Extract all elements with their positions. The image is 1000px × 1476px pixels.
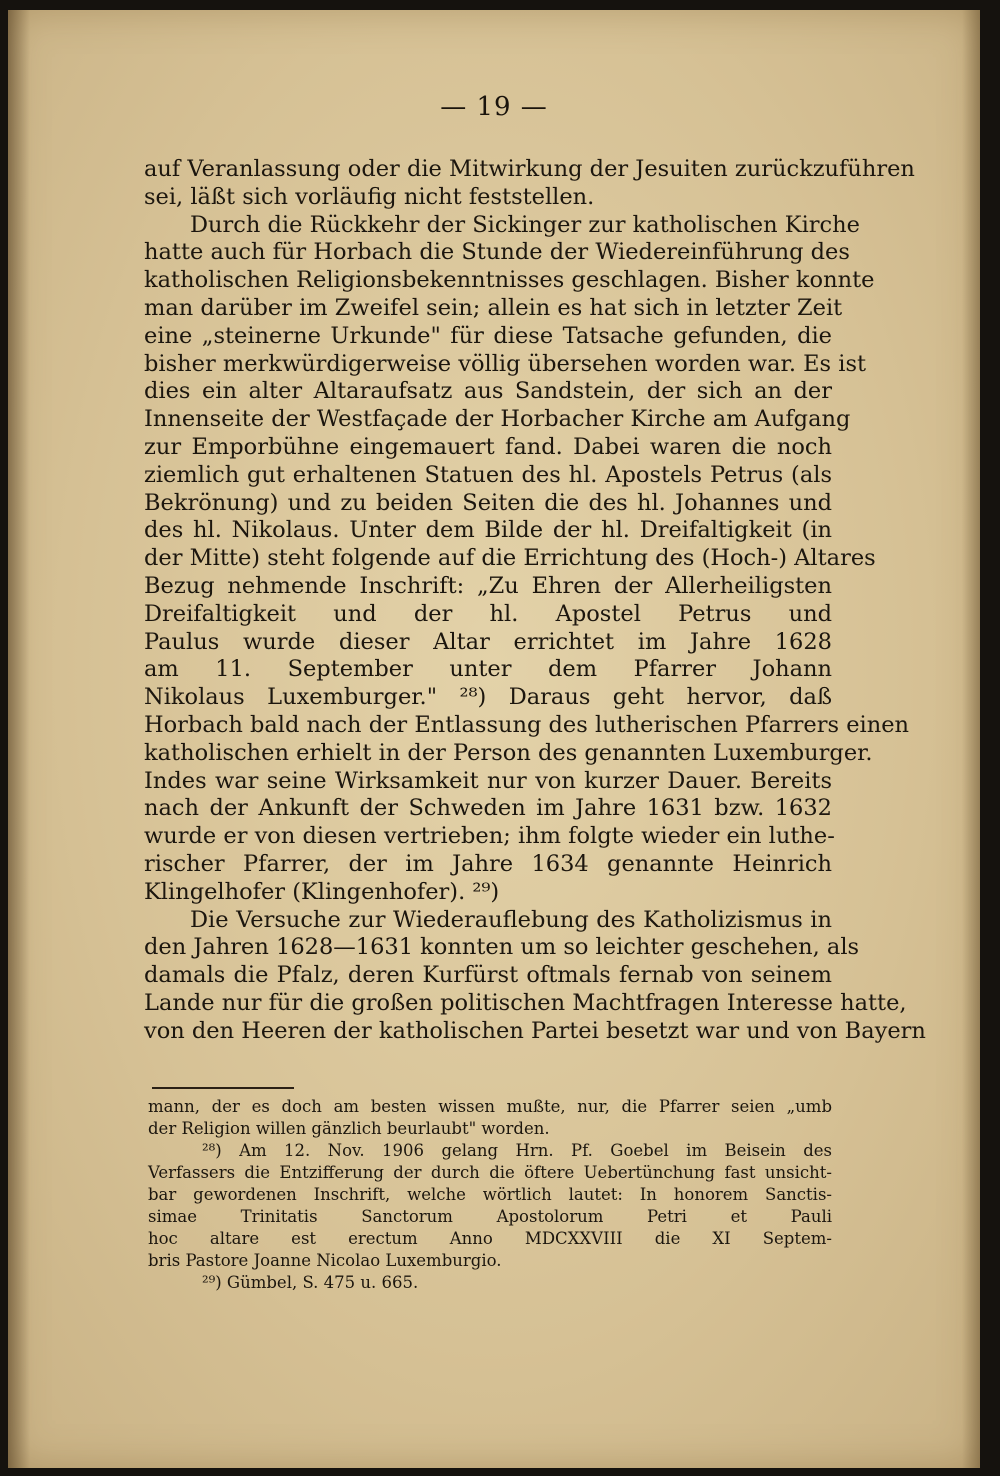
footnote-line: bar gewordenen Inschrift, welche wörtlich lautet: In honorem Sanctis- xyxy=(148,1185,832,1204)
body-line: hatte auch für Horbach die Stunde der Wiedereinführung des xyxy=(144,239,850,266)
body-line: bisher merkwürdigerweise völlig übersehen worden war. Es ist xyxy=(144,350,867,377)
footnote-line: hoc altare est erectum Anno MDCXXVIII die XI Septem- xyxy=(148,1229,832,1248)
body-line: sei, läßt sich vorläufig nicht feststellen. xyxy=(144,183,595,210)
body-line: Bezug nehmende Inschrift: „Zu Ehren der Allerheiligsten xyxy=(144,572,832,599)
body-line: eine „steinerne Urkunde" für diese Tatsache gefunden, die xyxy=(144,322,832,349)
footnote-line: ²⁹) Gümbel, S. 475 u. 665. xyxy=(202,1273,419,1292)
body-line: des hl. Nikolaus. Unter dem Bilde der hl. Dreifaltigkeit (in xyxy=(144,517,832,544)
body-line: auf Veranlassung oder die Mitwirkung der Jesuiten zurückzuführen xyxy=(144,156,915,182)
body-line: damals die Pfalz, deren Kurfürst oftmals fernab von seinem xyxy=(144,962,832,989)
body-text xyxy=(144,156,926,1046)
page-number: — 19 — xyxy=(440,92,548,122)
footnote-line: simae Trinitatis Sanctorum Apostolorum Petri et Pauli xyxy=(148,1207,832,1226)
footnote-line: bris Pastore Joanne Nicolao Luxemburgio. xyxy=(148,1251,502,1270)
footnote-line: der Religion willen gänzlich beurlaubt" worden. xyxy=(148,1119,550,1138)
book-page xyxy=(8,10,980,1468)
page-edge xyxy=(962,10,980,1468)
body-line: Die Versuche zur Wiederauflebung des Katholizismus in xyxy=(190,906,832,933)
body-line: Durch die Rückkehr der Sickinger zur katholischen Kirche xyxy=(190,211,860,238)
body-line: katholischen erhielt in der Person des genannten Luxemburger. xyxy=(144,739,873,766)
body-line: ziemlich gut erhaltenen Statuen des hl. Apostels Petrus (als xyxy=(144,461,832,488)
body-line: man darüber im Zweifel sein; allein es hat sich in letzter Zeit xyxy=(144,294,843,321)
body-line: von den Heeren der katholischen Partei besetzt war und von Bayern xyxy=(144,1017,926,1044)
body-line: Lande nur für die großen politischen Machtfragen Interesse hatte, xyxy=(144,989,907,1016)
body-line: wurde er von diesen vertrieben; ihm folgte wieder ein luthe- xyxy=(144,823,835,850)
body-line: Klingelhofer (Klingenhofer). ²⁹) xyxy=(144,878,500,905)
body-line: zur Emporbühne eingemauert fand. Dabei waren die noch xyxy=(144,433,832,460)
footnote-line: Verfassers die Entzifferung der durch die öftere Uebertünchung fast unsicht- xyxy=(148,1163,832,1182)
body-line: Horbach bald nach der Entlassung des lutherischen Pfarrers einen xyxy=(144,711,909,738)
body-line: Nikolaus Luxemburger." ²⁸) Daraus geht hervor, daß xyxy=(144,684,832,711)
body-line: am 11. September unter dem Pfarrer Johann xyxy=(144,656,832,683)
body-line: den Jahren 1628—1631 konnten um so leichter geschehen, als xyxy=(144,934,860,961)
body-line: Indes war seine Wirksamkeit nur von kurzer Dauer. Bereits xyxy=(144,767,832,794)
footnote-line: ²⁸) Am 12. Nov. 1906 gelang Hrn. Pf. Goebel im Beisein des xyxy=(202,1141,832,1160)
spine-shadow xyxy=(8,10,30,1468)
body-line: der Mitte) steht folgende auf die Errichtung des (Hoch-) Altares xyxy=(144,545,876,572)
body-line: nach der Ankunft der Schweden im Jahre 1631 bzw. 1632 xyxy=(144,795,832,822)
body-line: katholischen Religionsbekenntnisses geschlagen. Bisher konnte xyxy=(144,267,875,294)
body-line: dies ein alter Altaraufsatz aus Sandstein, der sich an der xyxy=(144,378,832,405)
body-line: Dreifaltigkeit und der hl. Apostel Petrus und xyxy=(144,600,832,627)
body-line: Bekrönung) und zu beiden Seiten die des hl. Johannes und xyxy=(144,489,832,516)
body-line: Paulus wurde dieser Altar errichtet im Jahre 1628 xyxy=(144,628,832,655)
footnote-line: mann, der es doch am besten wissen mußte, nur, die Pfarrer seien „umb xyxy=(148,1097,832,1116)
body-line: rischer Pfarrer, der im Jahre 1634 genannte Heinrich xyxy=(144,850,832,877)
footnotes xyxy=(148,1096,832,1294)
body-line: Innenseite der Westfaçade der Horbacher Kirche am Aufgang xyxy=(144,406,851,433)
footnote-rule xyxy=(152,1087,294,1089)
